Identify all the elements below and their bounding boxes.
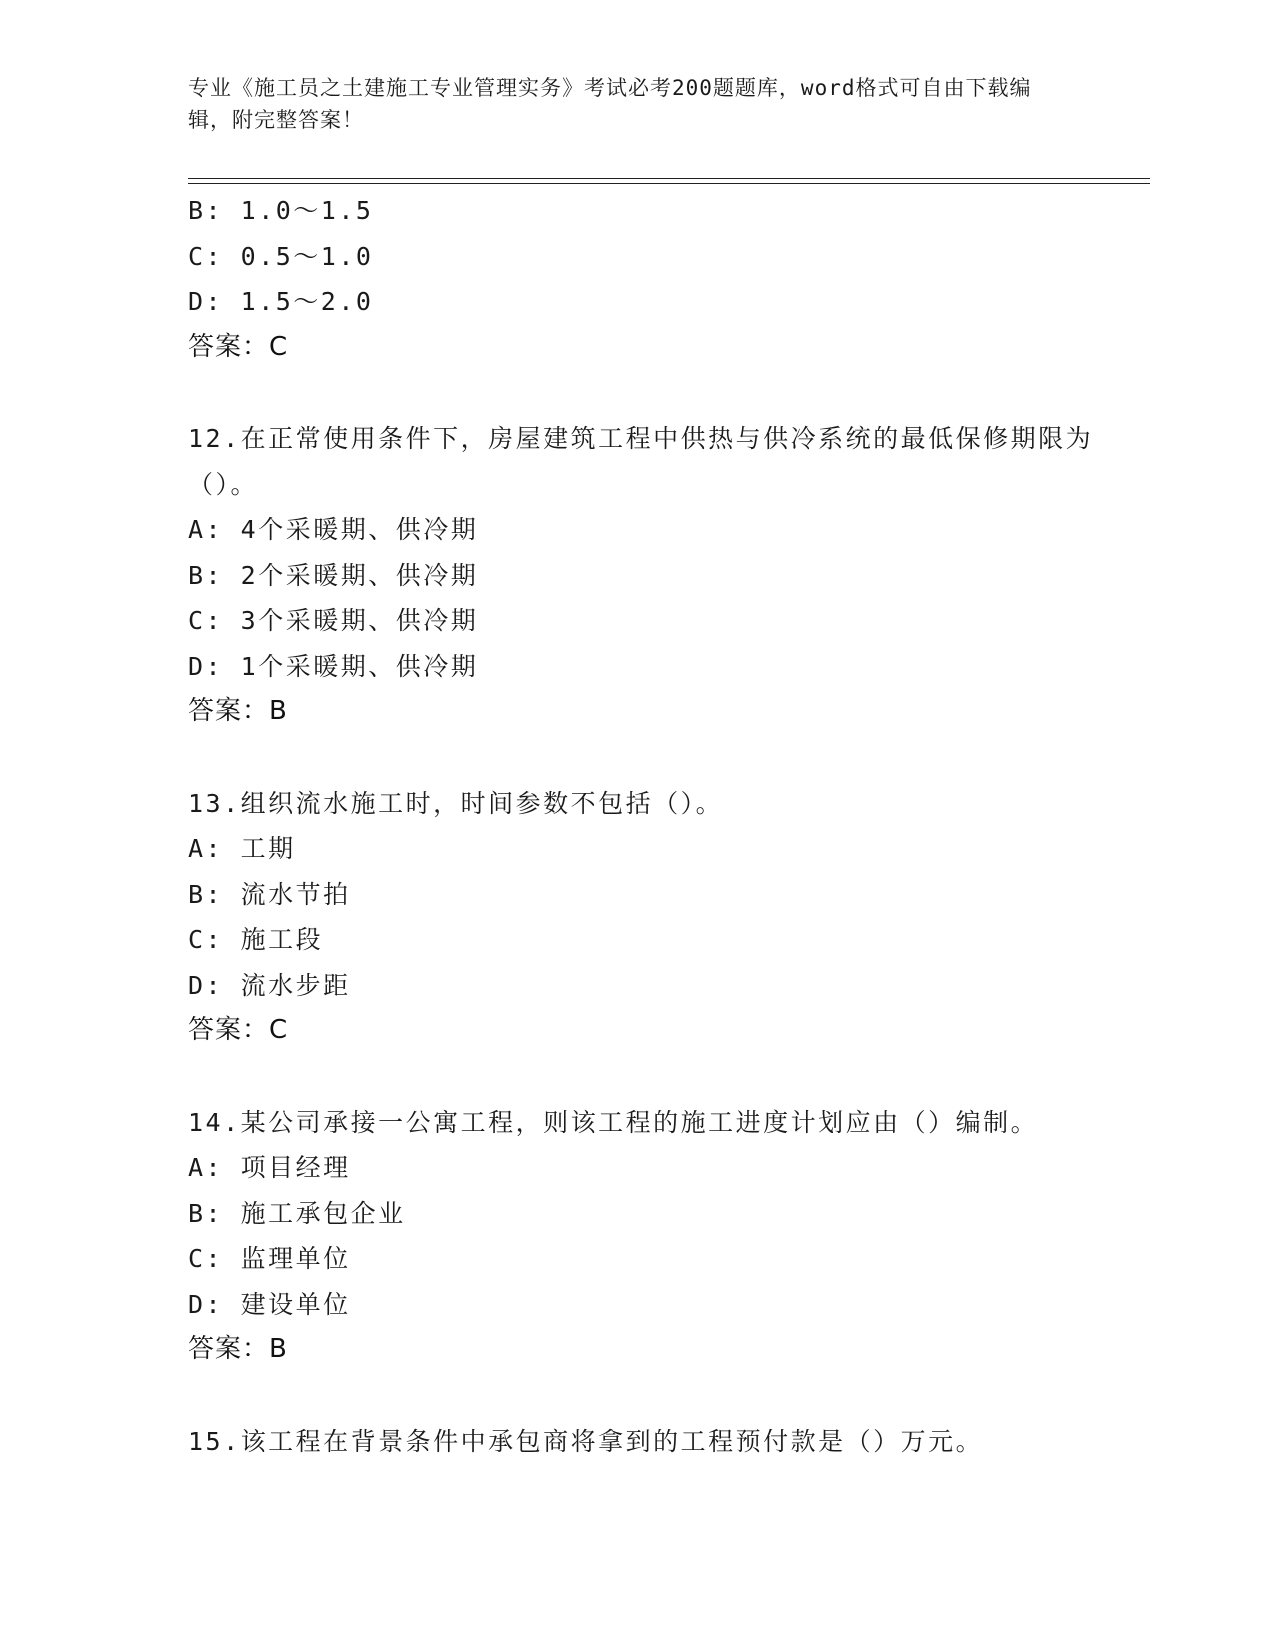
option-a: A: 项目经理 xyxy=(188,1153,351,1182)
document-header: 专业《施工员之土建施工专业管理实务》考试必考200题题库，word格式可自由下载编辑，附完整答案！ xyxy=(188,76,1032,132)
answer-line: 答案：C xyxy=(188,331,289,362)
option-d: D: 建设单位 xyxy=(188,1289,351,1319)
option-b: B: 施工承包企业 xyxy=(188,1198,406,1228)
question-14 xyxy=(188,1100,1118,1373)
question-stem: 13.组织流水施工时，时间参数不包括（）。 xyxy=(188,788,724,818)
question-stem: 12.在正常使用条件下，房屋建筑工程中供热与供冷系统的最低保修期限为（）。 xyxy=(188,424,1094,499)
option-d: D: 1.5～2.0 xyxy=(188,287,374,316)
prev-question-tail xyxy=(188,188,1118,370)
option-d: D: 1个采暖期、供冷期 xyxy=(188,651,479,681)
header-rule-top xyxy=(188,178,1150,179)
question-stem: 14.某公司承接一公寓工程，则该工程的施工进度计划应由（）编制。 xyxy=(188,1107,1039,1137)
option-b: B: 1.0～1.5 xyxy=(188,196,374,225)
option-c: C: 施工段 xyxy=(188,925,324,954)
header-rule-bottom xyxy=(188,183,1150,184)
option-b: B: 流水节拍 xyxy=(188,879,351,909)
answer-line: 答案：B xyxy=(188,1334,288,1364)
question-content xyxy=(188,188,1118,1464)
question-13 xyxy=(188,781,1118,1054)
question-12 xyxy=(188,416,1118,735)
option-c: C: 3个采暖期、供冷期 xyxy=(188,606,479,635)
option-a: A: 工期 xyxy=(188,834,296,863)
option-d: D: 流水步距 xyxy=(188,970,351,1000)
option-a: A: 4个采暖期、供冷期 xyxy=(188,515,479,544)
option-c: C: 0.5～1.0 xyxy=(188,241,374,271)
question-stem: 15.该工程在背景条件中承包商将拿到的工程预付款是（）万元。 xyxy=(188,1426,984,1456)
answer-line: 答案：B xyxy=(188,696,288,726)
answer-line: 答案：C xyxy=(188,1015,289,1045)
question-15 xyxy=(188,1419,1118,1465)
option-b: B: 2个采暖期、供冷期 xyxy=(188,560,479,590)
option-c: C: 监理单位 xyxy=(188,1244,351,1273)
